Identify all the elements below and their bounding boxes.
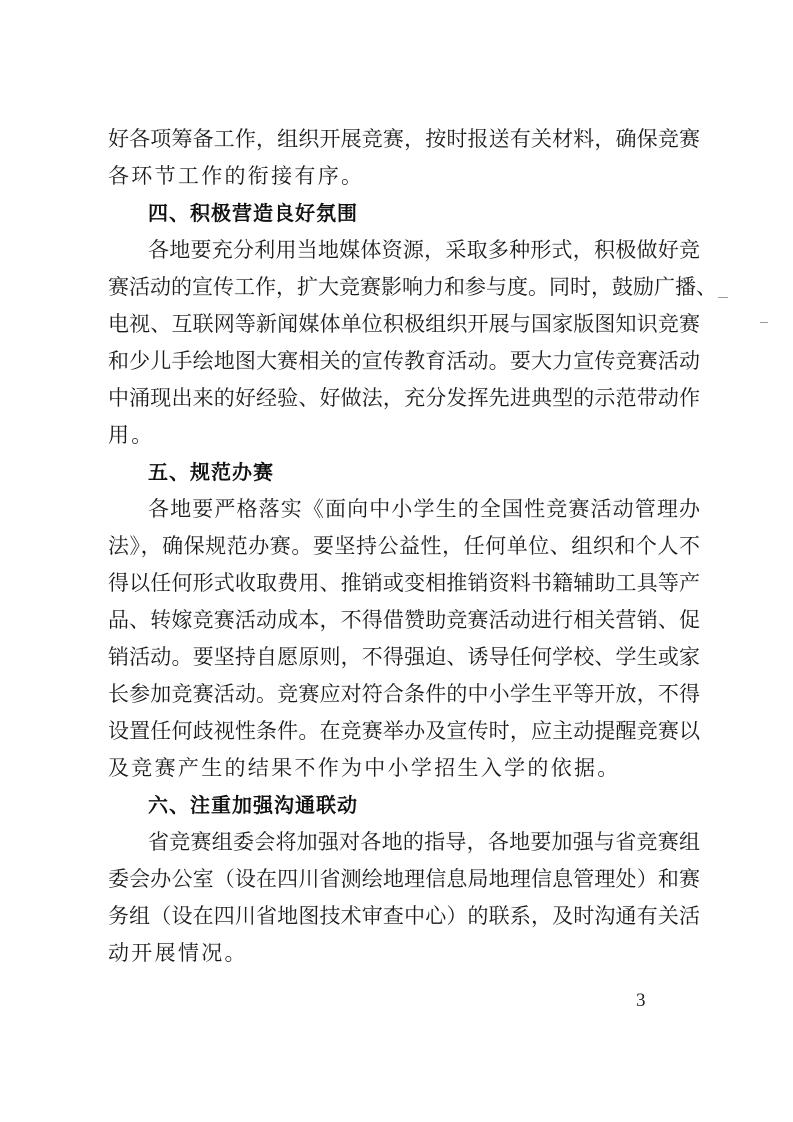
paragraph-line: 得以任何形式收取费用、推销或变相推销资料书籍辅助工具等产 [108,571,700,595]
paragraph-line: 电视、互联网等新闻媒体单位积极组织开展与国家版图知识竞赛 [108,312,700,336]
paragraph-line: 各地要充分利用当地媒体资源，采取多种形式，积极做好竞 [148,238,700,262]
scan-mark [718,297,728,298]
paragraph-line: 中涌现出来的好经验、好做法，充分发挥先进典型的示范带动作 [108,386,700,410]
paragraph-line: 及竞赛产生的结果不作为中小学招生入学的依据。 [108,756,621,780]
section-heading-4: 四、积极营造良好氛围 [148,201,358,225]
paragraph-line: 各环节工作的衔接有序。 [108,164,365,188]
paragraph-line: 品、转嫁竞赛活动成本，不得借赞助竞赛活动进行相关营销、促 [108,608,700,632]
paragraph-line: 赛活动的宣传工作，扩大竞赛影响力和参与度。同时，鼓励广播、 [108,275,717,299]
paragraph-line: 设置任何歧视性条件。在竞赛举办及宣传时，应主动提醒竞赛以 [108,719,700,743]
paragraph-line: 动开展情况。 [108,941,248,965]
paragraph-line: 和少儿手绘地图大赛相关的宣传教育活动。要大力宣传竞赛活动 [108,349,700,373]
section-heading-6: 六、注重加强沟通联动 [148,793,358,817]
scan-mark [760,322,768,323]
paragraph-line: 各地要严格落实《面向中小学生的全国性竞赛活动管理办 [148,497,700,521]
paragraph-line: 务组（设在四川省地图技术审查中心）的联系，及时沟通有关活 [108,904,700,928]
paragraph-line: 用。 [108,423,155,447]
page-number: 3 [636,990,646,1011]
paragraph-line: 长参加竞赛活动。竞赛应对符合条件的中小学生平等开放，不得 [108,682,700,706]
paragraph-line: 委会办公室（设在四川省测绘地理信息局地理信息管理处）和赛 [108,867,700,891]
paragraph-line: 省竞赛组委会将加强对各地的指导，各地要加强与省竞赛组 [148,830,700,854]
paragraph-line: 法》，确保规范办赛。要坚持公益性，任何单位、组织和个人不 [108,534,700,558]
paragraph-line: 销活动。要坚持自愿原则，不得强迫、诱导任何学校、学生或家 [108,645,700,669]
paragraph-line: 好各项筹备工作，组织开展竞赛，按时报送有关材料，确保竞赛 [108,127,700,151]
section-heading-5: 五、规范办赛 [148,460,274,484]
